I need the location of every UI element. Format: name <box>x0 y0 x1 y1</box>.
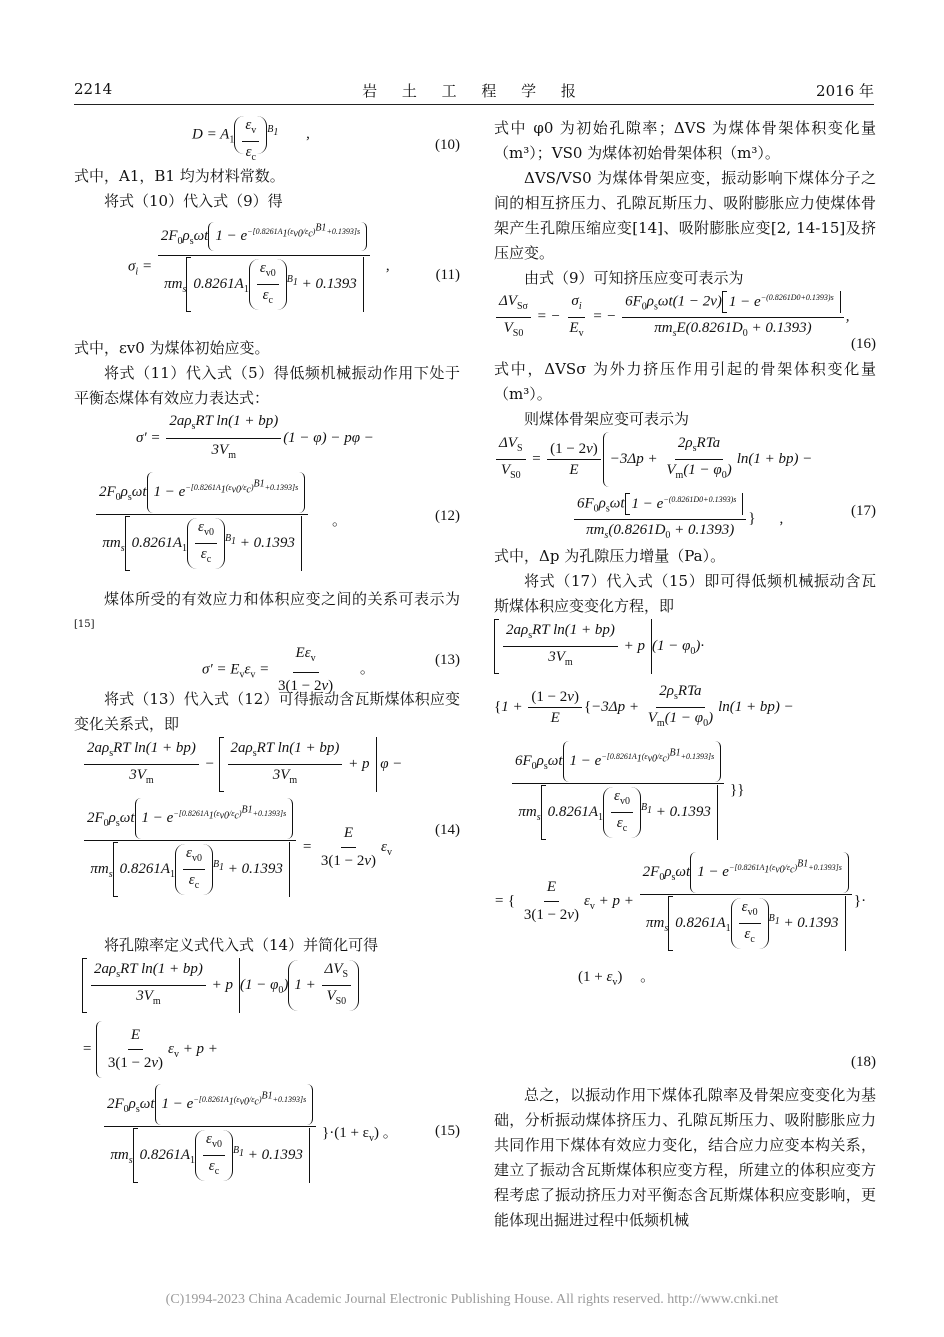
paragraph: 则煤体骨架应变可表示为 <box>524 410 690 428</box>
paragraph: 将式（13）代入式（12）可得振动含瓦斯煤体积应变变化关系式，即 <box>74 690 460 733</box>
paragraph <box>74 587 460 641</box>
equation-number: (11) <box>435 267 460 283</box>
citation: [15] <box>74 619 95 630</box>
paragraph: ΔVS/VS0 为煤体骨架应变，振动影响下煤体分子之间的相互挤压力、孔隙瓦斯压力、吸附膨胀应力使煤体骨架产生孔隙压缩应变[14]、吸附膨胀应变[2, 14-15]及挤压应变。 <box>494 169 876 262</box>
right-column <box>494 116 876 1233</box>
paragraph: 总之，以振动作用下煤体孔隙率及骨架应变变化为基础，分析振动煤体挤压力、孔隙瓦斯压力、吸附膨胀应力共同作用下煤体有效应力变化，结合应力应变本构关系，建立了振动含瓦斯煤体积应变方程，所建立的体积应变方程考虑了振动挤压力对平衡态含瓦斯煤体积应变影响，更能体现出掘进过程中低频机械 <box>494 1086 876 1229</box>
paragraph: 将孔隙率定义式代入式（14）并简化可得 <box>104 936 379 954</box>
paragraph: 式中，εv0 为煤体初始应变。 <box>74 339 270 357</box>
equation-number: (15) <box>435 1123 460 1139</box>
equation-14: $\frac{2a\rho_sRT \ln(1 + bp)}{3V_m}$ − $\frac{2a\rho_sRT \ln(1 + bp)}{3V_m}$ + p φ − $2F_0\rho_s\omega t$ $1 - e^{-[0.8261A_1(\varepsilon_{v0}/\varepsilon_c)^{B1}+0.1393]s}$ $\pi m_s$ $0.8261A_1$ $\frac{\varepsilon_{v0}}{\varepsilon_c}$ $^{B_1}$ + 0.1393 = $\frac{E}{3(1 - 2\nu)}$ $\varepsilon_v$ (14) <box>74 737 460 933</box>
equation-number: (10) <box>435 137 460 153</box>
paragraph: 式中，A1，B1 均为材料常数。 <box>74 167 285 185</box>
equation-18: $\frac{2a\rho_sRT \ln(1 + bp)}{3V_m}$ + p $(1 - \varphi_0)\cdot$ {1 + $\frac{(1 - 2\nu)}{E}$ {−3Δp + $\frac{2\rho_sRTa}{V_m(1 - \varphi_0)}$ ln(1 + bp) − $6F_0\rho_s\omega t$ $1 - e^{-[0.8261A_1(\varepsilon_{v0}/\varepsilon_c)^{B1}+0.1393]s}$ $\pi m_s$ $0.8261A_1$ $\frac{\varepsilon_{v0}}{\varepsilon_c}$ $^{B_1}$ + 0.1393 }} = { $\frac{E}{3(1 - 2\nu)}$ $\varepsilon_v + p$ + $2F_0\rho_s\omega t$ $1 - e^{-[0.8261A_1(\varepsilon_{v0}/\varepsilon_c)^{B1}+0.1393]s}$ $\pi m_s$ $0.8261A_1$ $\frac{\varepsilon_{v0}}{\varepsilon_c}$ $^{B_1}$ + 0.1393 }· $(1 + \varepsilon_v)$ 。 (18) <box>494 619 876 1083</box>
paragraph: 式中 φ0 为初始孔隙率；ΔVS 为煤体骨架体积变化量（m³）；VS0 为煤体初始骨架体积（m³）。 <box>494 119 876 162</box>
equation-16: $\frac{\Delta V_{S\sigma}}{V_{S0}}$ = − $\frac{\sigma_i}{E_v}$ = − $\frac{6F_0\rho_s\omega t(1 - 2\nu) 1 - e^{-(0.8261D0+0.1393)s}}{\pi m_sE(0.8261D_0 + 0.1393)}$ , (16) <box>494 291 876 357</box>
equation-15: $\frac{2a\rho_sRT \ln(1 + bp)}{3V_m}$ + p $(1 - \varphi_0)$ 1 + $\frac{\Delta V_S}{V_{S0}}$ = $\frac{E}{3(1 - 2\nu)}$ $\varepsilon_v + p$ + $2F_0\rho_s\omega t$ $1 - e^{-[0.8261A_1(\varepsilon_{v0}/\varepsilon_c)^{B1}+0.1393]s}$ $\pi m_s$ $0.8261A_1$ $\frac{\varepsilon_{v0}}{\varepsilon_c}$ $^{B_1}$ + 0.1393 }$\cdot(1 + \varepsilon_v)$ 。 (15) <box>74 958 460 1226</box>
paragraph: 由式（9）可知挤压应变可表示为 <box>524 269 744 287</box>
equation-12: σ′ = $\frac{2a\rho_sRT \ln(1 + bp)}{3V_m}$ (1 − φ) − pφ − $2F_0\rho_s\omega t$ $1 - e^{-[0.8261A_1(\varepsilon_{v0}/\varepsilon_c)^{B1}+0.1393]s}$ $\pi m_s$ $0.8261A_1$ $\frac{\varepsilon_{v0}}{\varepsilon_c}$ $^{B_1}$ + 0.1393 。 (12) <box>74 411 460 587</box>
paragraph: 将式（10）代入式（9）得 <box>104 192 283 210</box>
paragraph: 将式（17）代入式（15）即可得低频机械振动含瓦斯煤体积应变变化方程，即 <box>494 572 876 615</box>
page-header <box>74 80 874 105</box>
left-column <box>74 116 460 1226</box>
equation-number: (16) <box>851 336 876 352</box>
equation-number: (12) <box>435 508 460 524</box>
page-number: 2214 <box>74 80 113 98</box>
paragraph: 式中，Δp 为孔隙压力增量（Pa）。 <box>494 547 726 565</box>
equation-17: $\frac{\Delta V_S}{V_{S0}}$ = $\frac{(1 - 2\nu)}{E}$ −3Δp + $\frac{2\rho_sRTa}{V_m(1 - \varphi_0)}$ ln(1 + bp) − $\frac{6F_0\rho_s\omega t 1 - e^{-(0.8261D0+0.1393)s}}{\pi m_s(0.8261D_0 + 0.1393)}$ } , (17) <box>494 432 876 544</box>
copyright-footer: (C)1994-2023 China Academic Journal Electronic Publishing House. All rights reserved. http://www.cnki.net <box>165 1292 779 1307</box>
publication-year: 2016 年 <box>816 82 874 100</box>
equation-11: $\sigma_i$ = $2F_0\rho_s\omega t$ $1 - e^{-[0.8261A_1(\varepsilon_{v0}/\varepsilon_c)^{B1}+0.1393]s}$ $\pi m_s$ $0.8261A_1$ $\frac{\varepsilon_{v0}}{\varepsilon_c}$ $^{B_1}$ + 0.1393 , (11) <box>74 218 460 336</box>
equation-number: (13) <box>435 652 460 668</box>
equation-number: (18) <box>851 1054 876 1070</box>
equation-13: $\sigma' = E_v\varepsilon_v$ = $\frac{E\varepsilon_v}{3(1 - 2\nu)}$ 。 (13) <box>74 641 460 687</box>
equation-10: $D = A_1$ $\frac{\varepsilon_v}{\varepsilon_c}$ $^{B_1}$ , (10) <box>192 117 460 163</box>
journal-name: 岩 土 工 程 学 报 <box>362 82 586 100</box>
paragraph: 式中，ΔVSσ 为外力挤压作用引起的骨架体积变化量（m³）。 <box>494 360 876 403</box>
paragraph: 将式（11）代入式（5）得低频机械振动作用下处于平衡态煤体有效应力表达式： <box>74 364 460 407</box>
equation-number: (14) <box>435 822 460 838</box>
paragraph-text: 煤体所受的有效应力和体积应变之间的关系可表示为 <box>104 590 460 608</box>
equation-number: (17) <box>851 503 876 519</box>
